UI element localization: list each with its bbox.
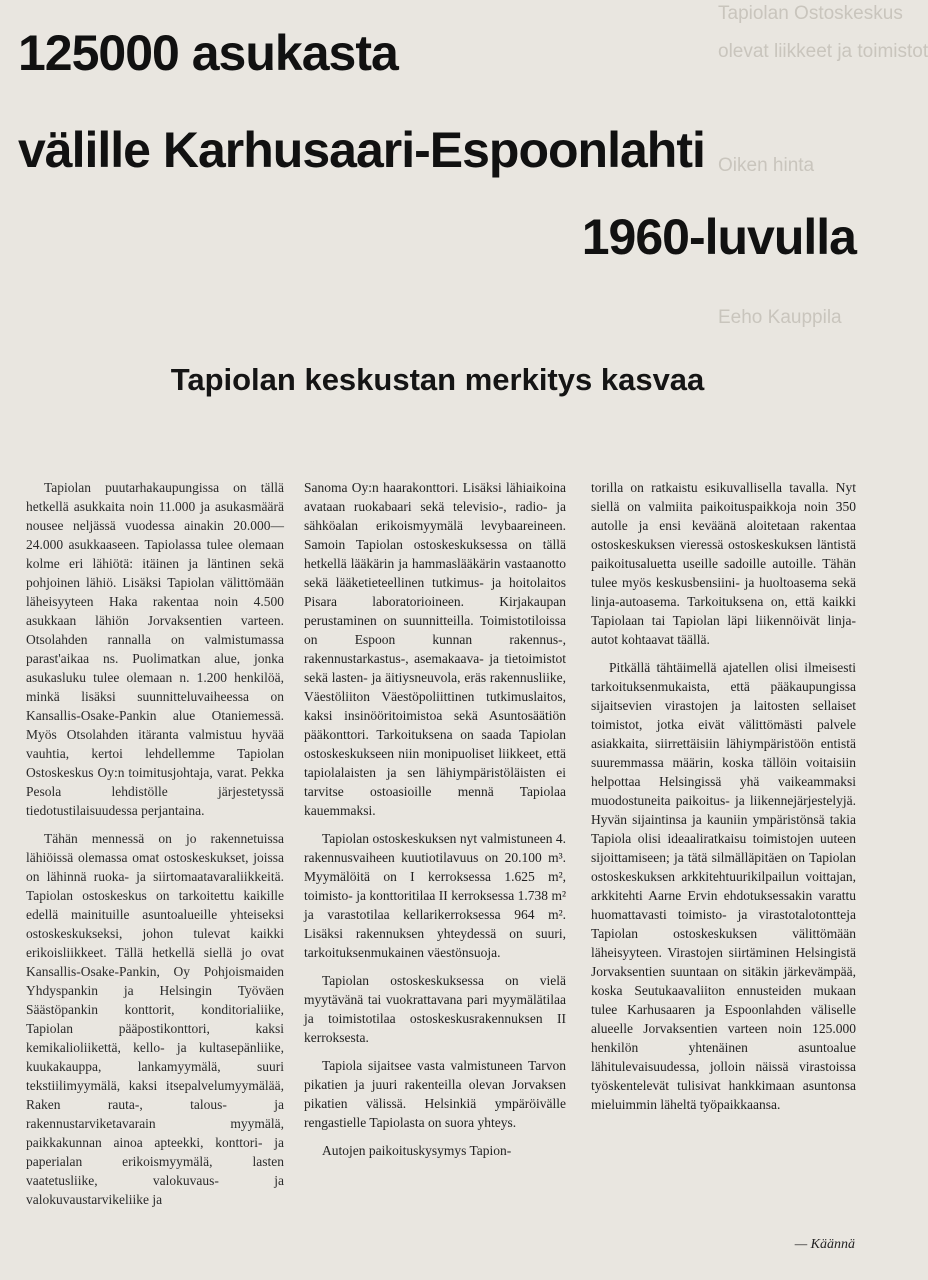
subheadline: Tapiolan keskustan merkitys kasvaa <box>170 362 705 397</box>
paragraph: Tapiolan ostoskeskuksen nyt valmistuneen 4. rakennusvaiheen kuutiotilavuus on 20.100 m³. Myymälöitä on I kerroksessa 1.625 m², toimisto- ja konttoritilaa II kerroksessa 1.738 m² ja varastotilaa kellarikerroksessa 964 m². Lisäksi rakennuksen yhteydessä on suuri, tarkoituksenmukainen väestönsuoja. <box>304 831 566 960</box>
paragraph: torilla on ratkaistu esikuvallisella tavalla. Nyt siellä on valmiita paikoituspaikkoja noin 350 autolle ja ensi keväänä aloitetaan rakentaa ostoskeskuksen vieressä ostoskeskuksen läntistä paikoitusaluetta useille sadoille autoille. Tähän tulee myös keskusbensiini- ja huoltoasema sekä linja-autoasema. Tarkoituksena on, että kaikki Tapiolaan tai Tapiolan läpi liikennöivät linja-autot kohtaavat täällä. <box>591 480 856 647</box>
headline-line-2: välille Karhusaari-Espoonlahti <box>18 122 705 178</box>
turn-page-note: — Käännä <box>794 1237 855 1252</box>
headline-line-1: 125000 asukasta <box>18 25 398 81</box>
paragraph: Sanoma Oy:n haarakonttori. Lisäksi lähiaikoina avataan ruokabaari sekä televisio-, radio- ja sähköalan erikoismyymälä levybaareineen. Samoin Tapiolan ostoskeskuksessa on tällä hetkellä lääkärin ja hammaslääkärin vastaanotto sekä lääketieteellinen tutkimus- ja hoitolaitos Pisara laboratorioineen. Kirjakaupan perustaminen on suunnitteilla. Toimistotiloissa on Espoon kunnan rakennus-, rakennustarkastus-, asemakaava- ja tietoimistot sekä lasten- ja äitiysneuvola, eräs rakennusliike, Väestöliiton Väestöpoliittinen tutkimuslaitos, kaksi insinööritoimistoa sekä Asuntosäätiön pääkonttori. Tarkoituksena on saada Tapiolan ostoskeskukseen niin monipuoliset liikkeet, että tapiolalaisten ja sen lähiympäristöläisten ei tarvitse ostoasioille mennä Tapiolaa kauemmaksi. <box>304 480 566 818</box>
article-column-2 <box>304 478 566 1169</box>
headline-line-3: 1960-luvulla <box>581 209 856 265</box>
paragraph: Autojen paikoituskysymys Tapion- <box>322 1143 512 1158</box>
paragraph: Tapiolan ostoskeskuksessa on vielä myytävänä tai vuokrattavana pari myymälätilaa ja toimistotilaa ostoskeskusrakennuksen II kerroksesta. <box>304 973 566 1045</box>
paragraph: Tapiolan puutarhakaupungissa on tällä hetkellä asukkaita noin 11.000 ja asukasmäärä nousee neljässä vuodessa ainakin 20.000—24.000 asukkaaseen. Tapiolassa tulee olemaan kolme eri lähiötä: itäinen ja läntinen sekä pohjoinen lähiö. Lisäksi Tapiolan välittömään läheisyyteen Haka rakentaa noin 4.500 asukkaan lähiön Jorvaksentien varteen. Otsolahden rannalla on valmistumassa parast'aikaa ns. Puolimatkan alue, jonka asukasluku tulee olemaan n. 1.200 henkilöä, minkä lisäksi suunnitteluvaiheessa on Kansallis-Osake-Pankin alue Otaniemessä. Myös Otsolahden itäranta valmistuu hyvää vauhtia, kertoi lehdellemme Tapiolan Ostoskeskus Oy:n toimitusjohtaja, varat. Pekka Pesola lehdistölle järjestetyssä tiedotustilaisuudessa perjantaina. <box>26 480 284 818</box>
paragraph: Pitkällä tähtäimellä ajatellen olisi ilmeisesti tarkoituksenmukaista, että pääkaupungissa sijaitsevien virastojen ja laitosten sellaiset toimistot, jotka eivät välittömästi palvele asiakkaita, siirrettäisiin lähiympäristöön entistä suuremmassa määrin, koska tällöin voitaisiin helpottaa Helsingissä yhä vaikeammaksi muodostuneita paikoitus- ja liikennejärjestelyjä. Hyvän sijaintinsa ja kauniin ympäristönsä takia Tapiola olisi ideaaliratkaisu toimistojen uuteen sijoittamiseen; ja tätä silmälläpitäen on Tapiolan ostoskeskuksen arkkitehtuurikilpailun voittajan, arkkitehti Aarne Ervin ehdotuksessakin varattu huomattavasti toimisto- ja virastotalotontteja Tapiolan ostoskeskuksen välittömään läheisyyteen. Virastojen siirtäminen Helsingistä Jorvaksentien suuntaan on sitäkin järkevämpää, koska Seutukaavaliiton ennusteiden mukaan tulee Karhusaaren ja Espoonlahden väliselle alueelle Jorvaksentien varteen noin 125.000 henkilön yhtenäinen asuntoalue lähitulevaisuudessa, jolloin näissä virastoissa työskentelevät tulisivat hankkimaan asuntonsa mieluimmin läheltä työpaikkaansa. <box>591 660 856 1112</box>
paragraph: Tähän mennessä on jo rakennetuissa lähiöissä olemassa omat ostoskeskukset, joissa on lähinnä ruoka- ja siirtomaatavaraliikkeitä. Tapiolan ostoskeskus on tarkoitettu kaikille edellä mainituille asuntoalueille yhteiseksi ostoskeskukseksi, johon tulevat kaikki erikoisliikkeet. Tällä hetkellä siellä jo ovat Kansallis-Osake-Pankin, Oy Pohjoismaiden Yhdyspankin ja Helsingin Työväen Säästöpankin konttorit, konditorialiike, Tapiolan pääpostikonttori, kaksi kemikalioliikettä, kello- ja kultasepänliike, kuukakauppa, lankamyymälä, suuri tekstiilimyymälä, kaksi itsepalvelumyymälää, Raken rauta-, talous- ja rakennustarviketavarain myymälä, paikkakunnan ainoa apteekki, konttori- ja paperialan erikoismyymälä, lasten vaatetusliike, valokuvaus- ja valokuvaustarvikeliike ja <box>26 831 284 1207</box>
article-column-3 <box>591 478 856 1123</box>
show-through-text: Tapiolan Ostoskeskus olevat liikkeet ja toimistot Oiken hinta Eeho Kauppila <box>718 3 928 328</box>
article-column-1 <box>26 478 284 1218</box>
paragraph: Tapiola sijaitsee vasta valmistuneen Tarvon pikatien ja juuri rakenteilla olevan Jorvaksen pikatien välissä. Helsinkiä ympäröivälle rengastielle Tapiolasta on suora yhteys. <box>304 1058 566 1130</box>
